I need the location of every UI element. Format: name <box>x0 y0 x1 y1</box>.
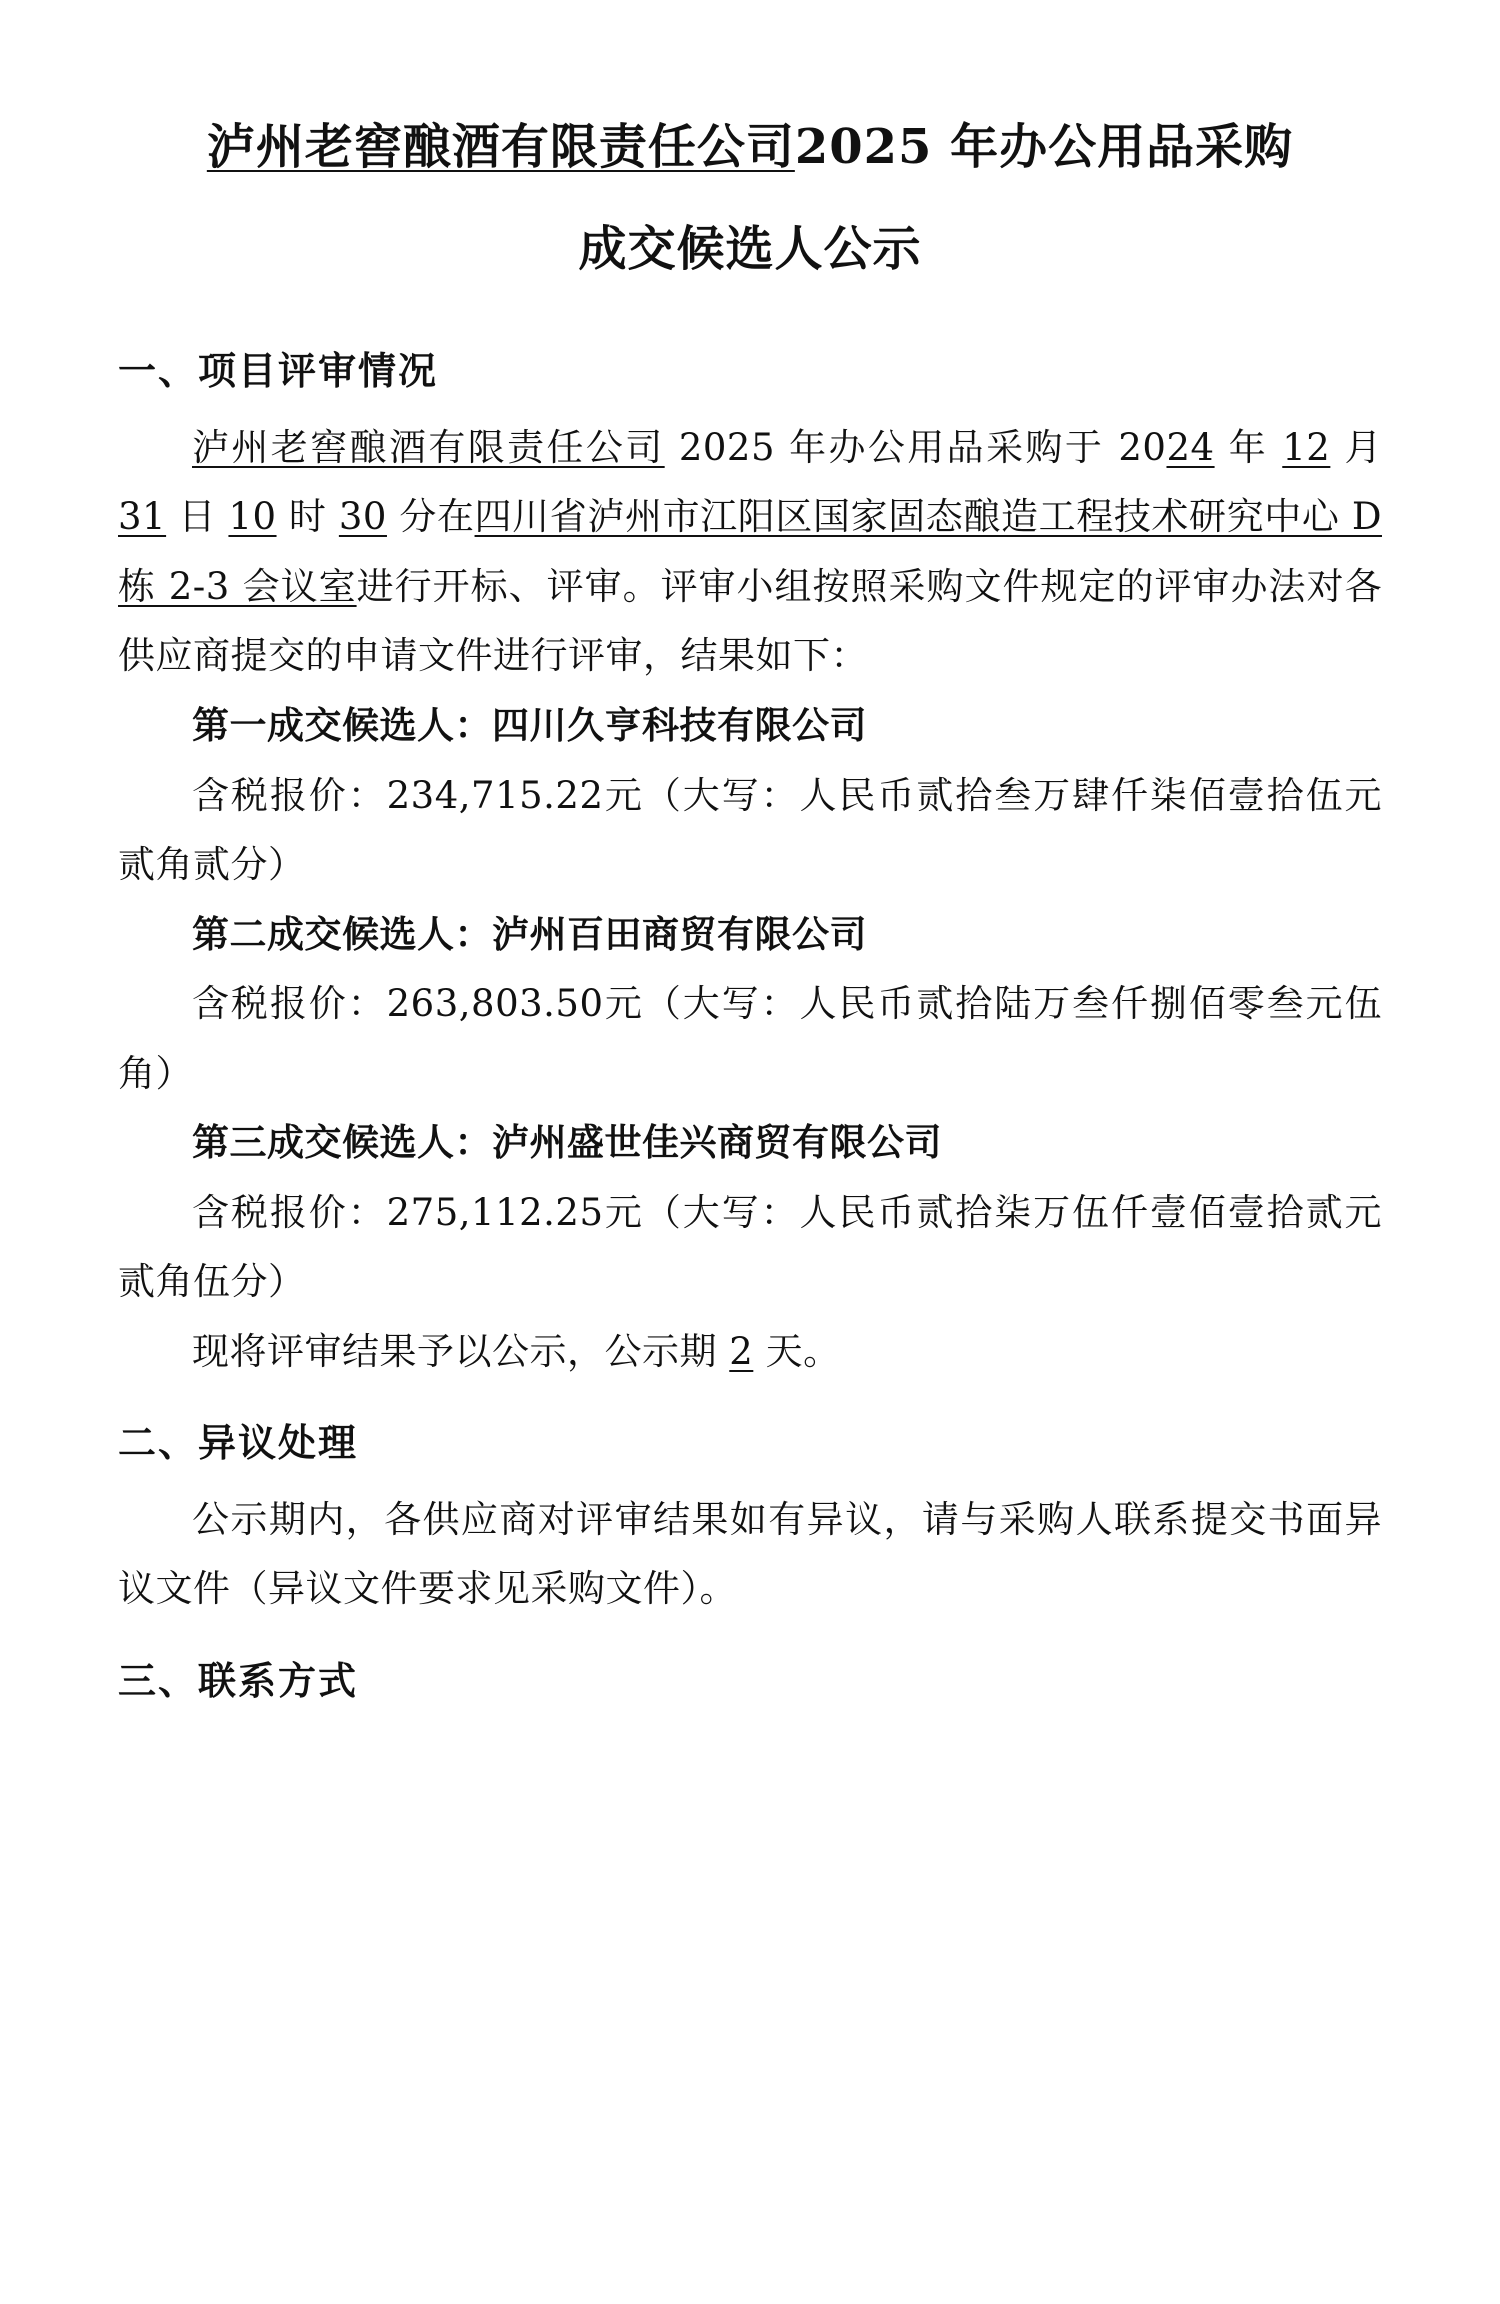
candidate-1-supplier: 四川久亨科技有限公司 <box>492 702 867 747</box>
section-heading-2: 二、异议处理 <box>118 1420 359 1466</box>
document-title-line-2: 成交候选人公示 <box>578 221 922 278</box>
candidate-1-price-figures: 234,715.22 <box>386 773 604 817</box>
candidate-3-title <box>118 1108 1382 1178</box>
publicity-text-2: 天。 <box>753 1329 841 1373</box>
intro-text-1: 2025 年办公用品采购于 20 <box>664 425 1167 469</box>
intro-text-3: 月 <box>1330 425 1383 469</box>
intro-minute: 30 <box>338 495 387 539</box>
candidate-2-price <box>118 969 1382 1108</box>
candidate-2-supplier: 泸州百田商贸有限公司 <box>492 911 867 956</box>
publicity-days: 2 <box>729 1329 754 1373</box>
section-heading-1: 一、项目评审情况 <box>118 348 439 394</box>
intro-hour: 10 <box>228 495 277 539</box>
candidate-3-supplier: 泸州盛世佳兴商贸有限公司 <box>492 1120 942 1165</box>
candidate-1-title <box>118 691 1382 761</box>
candidate-3-price <box>118 1178 1382 1317</box>
document-title-line-1 <box>118 114 1382 180</box>
candidate-3-price-words: （大写：人民币贰拾柒万伍仟壹佰壹拾贰元贰角伍分） <box>118 1190 1383 1304</box>
candidate-1-price-words: （大写：人民币贰拾叁万肆仟柒佰壹拾伍元贰角贰分） <box>118 773 1383 887</box>
section-heading-3: 三、联系方式 <box>118 1657 359 1703</box>
candidate-3-price-figures: 275,112.25 <box>386 1190 604 1234</box>
candidate-3-price-label: 含税报价： <box>192 1190 387 1234</box>
intro-day: 31 <box>118 495 167 539</box>
section-1-intro-paragraph <box>118 413 1382 691</box>
intro-text-6: 分在 <box>386 495 475 539</box>
publicity-text-1: 现将评审结果予以公示，公示期 <box>192 1329 730 1373</box>
intro-venue: 四川省泸州市江阳区国家固态酿造工程技术研究中心 D 栋 2-3 会议室 <box>118 495 1382 608</box>
candidate-1-price <box>118 761 1382 900</box>
intro-text-4: 日 <box>166 495 229 539</box>
document-title-subject: 2025 年办公用品采购 <box>794 119 1294 175</box>
candidate-1-price-unit: 元 <box>603 773 644 817</box>
intro-company-name: 泸州老窖酿酒有限责任公司 <box>192 425 665 469</box>
section-2-paragraph: 公示期内，各供应商对评审结果如有异议，请与采购人联系提交书面异议文件（异议文件要求见采购文件）。 <box>118 1497 1382 1611</box>
candidate-2-price-words: （大写：人民币贰拾陆万叁仟捌佰零叁元伍角） <box>118 982 1383 1095</box>
candidate-1-rank-label: 第一成交候选人： <box>192 702 492 747</box>
candidate-2-price-figures: 263,803.50 <box>386 982 604 1026</box>
intro-text-2: 年 <box>1214 425 1283 469</box>
document-title-company: 泸州老窖酿酒有限责任公司 <box>206 119 795 175</box>
publicity-period-paragraph <box>118 1317 1382 1387</box>
candidate-3-rank-label: 第三成交候选人： <box>192 1120 492 1165</box>
candidate-2-title <box>118 900 1382 970</box>
intro-month: 12 <box>1282 425 1331 469</box>
candidate-2-price-unit: 元 <box>603 982 644 1026</box>
candidate-2-rank-label: 第二成交候选人： <box>192 911 492 956</box>
candidate-2-price-label: 含税报价： <box>192 982 387 1026</box>
candidate-1-price-label: 含税报价： <box>192 773 387 817</box>
intro-text-5: 时 <box>276 495 339 539</box>
intro-text-7: 进行开标、评审。评审小组按照采购文件规定的评审办法对各供应商提交的申请文件进行评审，结果如下： <box>118 564 1383 678</box>
intro-year: 24 <box>1166 425 1215 469</box>
candidate-3-price-unit: 元 <box>603 1190 644 1234</box>
